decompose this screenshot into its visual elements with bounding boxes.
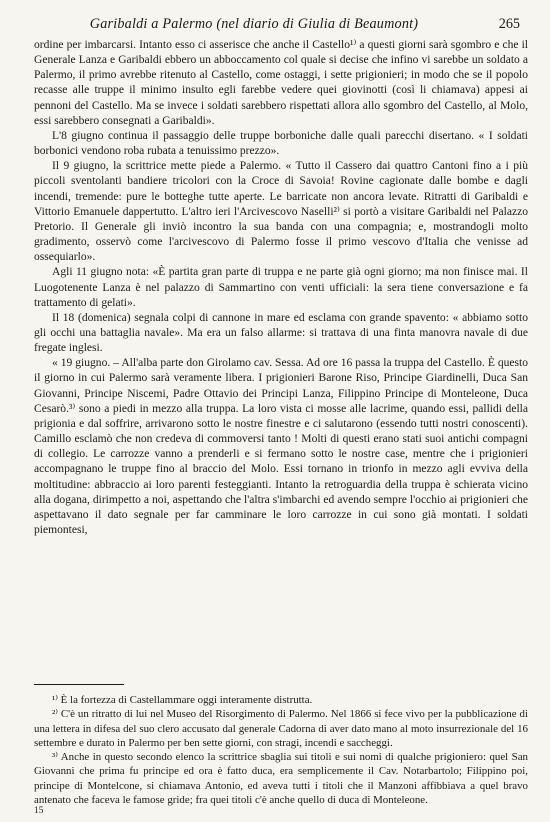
signature-mark: 15 [34,806,44,816]
footnote: ¹⁾ È la fortezza di Castellammare oggi interamente distrutta. [52,694,313,706]
paragraph: L'8 giugno continua il passaggio delle truppe borboniche dalle quali parecchi disertano. « I soldati borbonici vendono roba rubata a tenuissimo prezzo». [34,129,528,158]
footnote-divider [34,684,124,685]
paragraph: Agli 11 giugno nota: «È partita gran parte di truppa e ne parte già ogni giorno; ma non finisce mai. Il Luogotenente Lanza è nel palazzo di Sammartino con venti ufficiali: la sera tiene conversazione e fa trattamento di gelati». [34,266,528,309]
running-header [28,16,520,38]
paragraph: « 19 giugno. – All'alba parte don Girolamo cav. Sessa. Ad ore 16 passa la truppa del Castello. È questo il giorno in cui Palermo sarà veramente libera. I prigionieri Barone Riso, Principe Giardinelli, Duca San Giovanni, Principe Niscemi, Padre Ottavio dei Principi Lanza, Filippino Principe di Monteleone, Duca Cesarò.³⁾ sono a piedi in mezzo alla truppa. La loro vista ci mosse alle lacrime, quando essi, pallidi della prigionia e dal soffrire, arrivarono sotto le nostre finestre e ci salutarono (essendo tutti nostri conoscenti). Camillo esclamò che non credeva di commoversi tanto ! Molti di questi erano stati suoi antichi compagni di collegio. Le carrozze vanno a prenderli e si fermano sotto le nostre case, mentre che i prigionieri accompagnano le truppe fino al braccio del Molo. Essi tornano in trionfo in mezzo agli evviva della moltitudine: abbraccio ai loro parenti festeggianti. Intanto la retroguardia della truppa è schierata vicino alla dogana, dirimpetto a noi, aspettando che l'altra s'imbarchi ed avendo sempre l'occhio ai prigionieri che aspettavano il dato segnale per far camminare le loro carrozze in cui sono già montati. I soldati piemontesi, [34,357,528,536]
footnote: ³⁾ Anche in questo secondo elenco la scrittrice sbaglia sui titoli e sui nomi di qualche prigioniero: quel San Giovanni che prima fu principe ed ora è fatto duca, era semplicemente il Cav. Notarbartolo; Filippino poi, principe di Montelcone, si chiamava Antonio, ed aveva tutti i titoli che il Manzoni affibbiava a quel bravo antenato che faceva le famose gride; fra quei titoli c'è anche quello di duca di Monteleone. [34,751,528,807]
main-text [34,38,528,538]
footnote: ²⁾ C'è un ritratto di lui nel Museo del Risorgimento di Palermo. Nel 1866 si fece vivo per la pubblicazione di una lettera in difesa del suo clero accusato dal generale Cadorna di aver dato mano al moto insurrezionale del 16 settembre e durato in Palermo per ben sette giorni, con stragi, incendi e saccheggi. [34,708,528,749]
running-title: Garibaldi a Palermo (nel diario di Giulia di Beaumont) [89,16,419,32]
paragraph: Il 9 giugno, la scrittrice mette piede a Palermo. « Tutto il Cassero dai quattro Cantoni fino a i più piccoli sventolanti bandiere tricolori con la Croce di Savoia! Rovine cagionate dalle bombe e dagli incendi, tremende: pure le botteghe tutte aperte. Le barricate non ancora levate. Ritratti di Garibaldi e Vittorio Emanuele dappertutto. L'altro ieri l'Arcivescovo Naselli²⁾ si portò a visitare Garibaldi nel Palazzo Pretorio. Il Generale gli inviò incontro la sua banda con una compagnia; e, mostrandogli molto gradimento, osservò come l'arcivescovo di Palermo fosse il primo vescovo d'Italia che venisse ad ossequiarlo». [34,160,528,264]
paragraph: Il 18 (domenica) segnala colpi di cannone in mare ed esclama con grande spavento: « abbiamo sotto gli occhi una battaglia navale». Ma era un falso allarme: si trattava di una finta manovra navale di due fregate inglesi. [34,311,528,355]
footnotes [34,693,528,807]
paragraph: ordine per imbarcarsi. Intanto esso ci asserisce che anche il Castello¹⁾ a questi giorni sarà sgombro e che il Generale Lanza e Garibaldi ebbero un abboccamento col quale si decise che infino vi sarebbe un soldato a Palermo, il primo avrebbe ritenuto al Castello, come ostaggi, i sette prigionieri; in modo che se il popolo recasse alle truppe il minimo insulto egli farebbe vedere quei giovinotti (così li chiamava) appesi ai pennoni del Castello. Ma se invece i soldati sarebbero rispettati allora allo sgombro del Castello, al Molo, essi sarebbero consegnati a Garibaldi». [34,39,528,127]
page-number: 265 [498,16,520,32]
